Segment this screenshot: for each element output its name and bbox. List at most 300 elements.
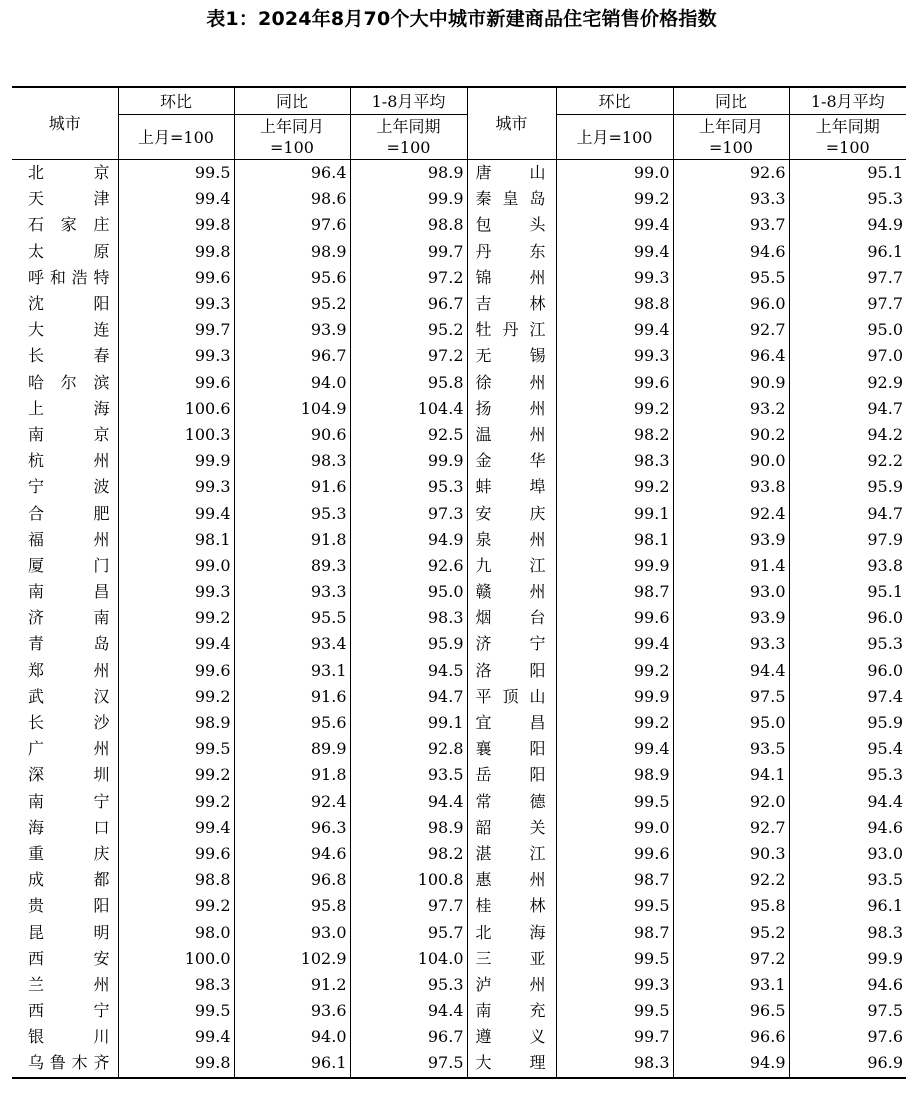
mom-value: 99.3	[556, 343, 673, 369]
city-name: 赣州	[467, 579, 556, 605]
avg-value: 94.4	[350, 998, 467, 1024]
yoy-value: 93.3	[673, 186, 789, 212]
mom-column-header-right: 环比	[556, 87, 673, 115]
mom-value: 99.2	[118, 684, 234, 710]
avg-value: 94.4	[350, 789, 467, 815]
yoy-value: 91.6	[234, 684, 350, 710]
yoy-value: 90.9	[673, 370, 789, 396]
yoy-base-label-right: 上年同月 =100	[673, 115, 789, 160]
mom-value: 99.2	[118, 605, 234, 631]
table-row	[12, 972, 906, 998]
mom-value: 99.5	[556, 789, 673, 815]
yoy-value: 89.9	[234, 736, 350, 762]
avg-value: 95.7	[350, 919, 467, 945]
yoy-value: 93.1	[234, 658, 350, 684]
city-name: 西安	[12, 946, 118, 972]
city-name: 西宁	[12, 998, 118, 1024]
avg-value: 93.5	[350, 762, 467, 788]
city-name: 福州	[12, 527, 118, 553]
city-name: 济宁	[467, 631, 556, 657]
mom-value: 99.9	[556, 684, 673, 710]
avg-value: 92.8	[350, 736, 467, 762]
table-row	[12, 291, 906, 317]
city-name: 广州	[12, 736, 118, 762]
yoy-value: 92.2	[673, 867, 789, 893]
yoy-value: 91.6	[234, 474, 350, 500]
city-name: 唐山	[467, 160, 556, 187]
city-name: 重庆	[12, 841, 118, 867]
avg-value: 95.4	[789, 736, 906, 762]
mom-value: 99.4	[118, 815, 234, 841]
city-name: 北京	[12, 160, 118, 187]
yoy-value: 96.6	[673, 1024, 789, 1050]
mom-base-label-right: 上月=100	[556, 115, 673, 160]
yoy-value: 90.0	[673, 448, 789, 474]
table-row	[12, 448, 906, 474]
mom-value: 98.7	[556, 579, 673, 605]
table-row	[12, 579, 906, 605]
city-name: 济南	[12, 605, 118, 631]
avg-value: 94.7	[789, 396, 906, 422]
city-name: 昆明	[12, 919, 118, 945]
yoy-value: 92.7	[673, 317, 789, 343]
price-index-table	[12, 86, 906, 1079]
mom-value: 99.8	[118, 212, 234, 238]
city-name: 石家庄	[12, 212, 118, 238]
city-name: 哈尔滨	[12, 370, 118, 396]
avg-value: 98.2	[350, 841, 467, 867]
avg-value: 94.5	[350, 658, 467, 684]
mom-value: 99.5	[556, 893, 673, 919]
table-row	[12, 867, 906, 893]
avg-value: 95.9	[789, 710, 906, 736]
table-row	[12, 212, 906, 238]
yoy-value: 96.8	[234, 867, 350, 893]
table-row	[12, 605, 906, 631]
mom-value: 98.9	[118, 710, 234, 736]
city-name: 金华	[467, 448, 556, 474]
yoy-value: 95.8	[234, 893, 350, 919]
mom-value: 99.4	[556, 317, 673, 343]
city-name: 郑州	[12, 658, 118, 684]
mom-value: 99.4	[118, 186, 234, 212]
avg-value: 104.4	[350, 396, 467, 422]
yoy-value: 93.2	[673, 396, 789, 422]
city-name: 兰州	[12, 972, 118, 998]
yoy-value: 94.0	[234, 1024, 350, 1050]
city-name: 深圳	[12, 762, 118, 788]
table-row	[12, 500, 906, 526]
yoy-value: 96.1	[234, 1050, 350, 1077]
city-name: 太原	[12, 239, 118, 265]
avg-value: 99.1	[350, 710, 467, 736]
city-name: 南京	[12, 422, 118, 448]
mom-value: 99.2	[556, 658, 673, 684]
yoy-value: 95.0	[673, 710, 789, 736]
city-name: 岳阳	[467, 762, 556, 788]
avg-value: 97.5	[789, 998, 906, 1024]
yoy-value: 93.7	[673, 212, 789, 238]
mom-value: 98.8	[118, 867, 234, 893]
yoy-value: 91.8	[234, 762, 350, 788]
mom-value: 99.7	[556, 1024, 673, 1050]
yoy-value: 92.7	[673, 815, 789, 841]
table-row	[12, 1050, 906, 1077]
yoy-value: 93.0	[234, 919, 350, 945]
avg-value: 94.7	[789, 500, 906, 526]
city-name: 泉州	[467, 527, 556, 553]
mom-value: 99.6	[556, 605, 673, 631]
mom-value: 99.2	[118, 762, 234, 788]
city-name: 遵义	[467, 1024, 556, 1050]
avg-value: 104.0	[350, 946, 467, 972]
mom-value: 99.5	[118, 736, 234, 762]
mom-value: 99.0	[556, 160, 673, 187]
yoy-value: 92.4	[234, 789, 350, 815]
yoy-value: 95.2	[234, 291, 350, 317]
table-row	[12, 370, 906, 396]
city-name: 合肥	[12, 500, 118, 526]
yoy-value: 95.3	[234, 500, 350, 526]
mom-value: 99.1	[556, 500, 673, 526]
avg-value: 99.9	[789, 946, 906, 972]
city-name: 韶关	[467, 815, 556, 841]
mom-value: 99.3	[118, 343, 234, 369]
mom-value: 100.6	[118, 396, 234, 422]
city-name: 长春	[12, 343, 118, 369]
avg-value: 95.3	[350, 972, 467, 998]
yoy-value: 90.2	[673, 422, 789, 448]
mom-value: 99.0	[556, 815, 673, 841]
avg-value: 97.3	[350, 500, 467, 526]
mom-value: 99.8	[118, 1050, 234, 1077]
table-row	[12, 396, 906, 422]
avg-value: 99.7	[350, 239, 467, 265]
mom-value: 99.4	[556, 239, 673, 265]
avg-value: 97.5	[350, 1050, 467, 1077]
avg-value: 98.3	[350, 605, 467, 631]
city-name: 湛江	[467, 841, 556, 867]
city-name: 洛阳	[467, 658, 556, 684]
yoy-value: 92.4	[673, 500, 789, 526]
yoy-value: 96.4	[234, 160, 350, 187]
table-row	[12, 631, 906, 657]
mom-value: 99.6	[118, 658, 234, 684]
city-name: 徐州	[467, 370, 556, 396]
city-name: 包头	[467, 212, 556, 238]
city-name: 烟台	[467, 605, 556, 631]
avg-value: 92.9	[789, 370, 906, 396]
mom-value: 99.5	[118, 998, 234, 1024]
city-name: 三亚	[467, 946, 556, 972]
yoy-value: 93.3	[234, 579, 350, 605]
avg-value: 97.6	[789, 1024, 906, 1050]
mom-value: 99.2	[556, 474, 673, 500]
avg-value: 97.2	[350, 265, 467, 291]
yoy-value: 94.0	[234, 370, 350, 396]
city-name: 丹东	[467, 239, 556, 265]
mom-value: 99.6	[118, 265, 234, 291]
mom-value: 98.3	[556, 448, 673, 474]
yoy-value: 94.4	[673, 658, 789, 684]
table-row	[12, 841, 906, 867]
mom-value: 99.6	[556, 370, 673, 396]
yoy-value: 96.3	[234, 815, 350, 841]
avg-value: 97.7	[350, 893, 467, 919]
yoy-value: 93.5	[673, 736, 789, 762]
avg-value: 96.7	[350, 291, 467, 317]
avg-base-label: 上年同期 =100	[350, 115, 467, 160]
mom-value: 99.6	[118, 841, 234, 867]
table-row	[12, 160, 906, 187]
table-row	[12, 946, 906, 972]
city-name: 大理	[467, 1050, 556, 1077]
city-name: 乌鲁木齐	[12, 1050, 118, 1077]
table-row	[12, 789, 906, 815]
yoy-value: 92.0	[673, 789, 789, 815]
table-header	[12, 87, 906, 160]
avg-column-header: 1-8月平均	[350, 87, 467, 115]
yoy-value: 91.8	[234, 527, 350, 553]
city-name: 锦州	[467, 265, 556, 291]
yoy-value: 97.6	[234, 212, 350, 238]
avg-value: 99.9	[350, 186, 467, 212]
city-name: 杭州	[12, 448, 118, 474]
avg-value: 94.2	[789, 422, 906, 448]
city-name: 九江	[467, 553, 556, 579]
avg-value: 95.1	[789, 579, 906, 605]
yoy-value: 98.6	[234, 186, 350, 212]
mom-base-label: 上月=100	[118, 115, 234, 160]
avg-value: 94.9	[350, 527, 467, 553]
mom-value: 99.3	[556, 972, 673, 998]
city-name: 泸州	[467, 972, 556, 998]
yoy-value: 96.4	[673, 343, 789, 369]
city-name: 上海	[12, 396, 118, 422]
yoy-value: 98.3	[234, 448, 350, 474]
yoy-value: 93.3	[673, 631, 789, 657]
yoy-value: 97.2	[673, 946, 789, 972]
avg-value: 95.0	[350, 579, 467, 605]
mom-value: 99.6	[118, 370, 234, 396]
mom-value: 99.0	[118, 553, 234, 579]
mom-value: 99.9	[556, 553, 673, 579]
mom-value: 98.1	[556, 527, 673, 553]
city-name: 贵阳	[12, 893, 118, 919]
table-row	[12, 762, 906, 788]
city-name: 宁波	[12, 474, 118, 500]
table-row	[12, 998, 906, 1024]
city-name: 平顶山	[467, 684, 556, 710]
table-row	[12, 736, 906, 762]
city-name: 安庆	[467, 500, 556, 526]
avg-value: 92.5	[350, 422, 467, 448]
yoy-value: 95.5	[673, 265, 789, 291]
yoy-value: 96.7	[234, 343, 350, 369]
city-column-header-right: 城市	[467, 87, 556, 160]
avg-value: 94.4	[789, 789, 906, 815]
avg-base-label-right: 上年同期 =100	[789, 115, 906, 160]
avg-value: 97.7	[789, 291, 906, 317]
yoy-value: 92.6	[673, 160, 789, 187]
city-name: 常德	[467, 789, 556, 815]
avg-value: 95.3	[350, 474, 467, 500]
avg-column-header-right: 1-8月平均	[789, 87, 906, 115]
yoy-value: 90.6	[234, 422, 350, 448]
page-title: 表1：2024年8月70个大中城市新建商品住宅销售价格指数	[206, 8, 717, 30]
mom-value: 98.3	[556, 1050, 673, 1077]
city-name: 牡丹江	[467, 317, 556, 343]
avg-value: 94.6	[789, 972, 906, 998]
yoy-value: 97.5	[673, 684, 789, 710]
avg-value: 92.6	[350, 553, 467, 579]
table-row	[12, 527, 906, 553]
avg-value: 100.8	[350, 867, 467, 893]
mom-value: 99.6	[556, 841, 673, 867]
yoy-value: 94.9	[673, 1050, 789, 1077]
mom-value: 99.3	[118, 579, 234, 605]
mom-column-header: 环比	[118, 87, 234, 115]
avg-value: 95.3	[789, 762, 906, 788]
avg-value: 96.7	[350, 1024, 467, 1050]
avg-value: 98.9	[350, 815, 467, 841]
mom-value: 98.1	[118, 527, 234, 553]
mom-value: 98.8	[556, 291, 673, 317]
yoy-value: 95.2	[673, 919, 789, 945]
mom-value: 99.8	[118, 239, 234, 265]
mom-value: 99.2	[118, 789, 234, 815]
city-name: 青岛	[12, 631, 118, 657]
mom-value: 99.2	[118, 893, 234, 919]
avg-value: 94.6	[789, 815, 906, 841]
avg-value: 93.0	[789, 841, 906, 867]
mom-value: 99.4	[118, 631, 234, 657]
table-row	[12, 658, 906, 684]
city-name: 沈阳	[12, 291, 118, 317]
avg-value: 98.9	[350, 160, 467, 187]
city-name: 大连	[12, 317, 118, 343]
yoy-value: 90.3	[673, 841, 789, 867]
yoy-value: 93.9	[673, 527, 789, 553]
mom-value: 98.7	[556, 919, 673, 945]
city-name: 桂林	[467, 893, 556, 919]
table-row	[12, 317, 906, 343]
mom-value: 98.2	[556, 422, 673, 448]
avg-value: 97.2	[350, 343, 467, 369]
table-row	[12, 919, 906, 945]
avg-value: 95.3	[789, 186, 906, 212]
mom-value: 99.4	[118, 500, 234, 526]
yoy-value: 96.5	[673, 998, 789, 1024]
yoy-value: 95.8	[673, 893, 789, 919]
mom-value: 99.3	[118, 474, 234, 500]
city-name: 南充	[467, 998, 556, 1024]
table-row	[12, 553, 906, 579]
avg-value: 95.9	[789, 474, 906, 500]
mom-value: 98.0	[118, 919, 234, 945]
avg-value: 96.0	[789, 658, 906, 684]
yoy-value: 93.9	[234, 317, 350, 343]
avg-value: 97.9	[789, 527, 906, 553]
table-row	[12, 893, 906, 919]
city-name: 吉林	[467, 291, 556, 317]
avg-value: 94.7	[350, 684, 467, 710]
mom-value: 99.9	[118, 448, 234, 474]
city-name: 成都	[12, 867, 118, 893]
table-row	[12, 265, 906, 291]
city-name: 长沙	[12, 710, 118, 736]
mom-value: 99.3	[556, 265, 673, 291]
table-row	[12, 815, 906, 841]
avg-value: 95.0	[789, 317, 906, 343]
yoy-value: 95.5	[234, 605, 350, 631]
city-name: 无锡	[467, 343, 556, 369]
yoy-value: 95.6	[234, 710, 350, 736]
avg-value: 97.7	[789, 265, 906, 291]
mom-value: 99.5	[118, 160, 234, 187]
mom-value: 99.4	[118, 1024, 234, 1050]
yoy-value: 96.0	[673, 291, 789, 317]
yoy-value: 104.9	[234, 396, 350, 422]
avg-value: 93.8	[789, 553, 906, 579]
mom-value: 98.3	[118, 972, 234, 998]
mom-value: 99.3	[118, 291, 234, 317]
table-row	[12, 239, 906, 265]
yoy-value: 93.0	[673, 579, 789, 605]
mom-value: 99.4	[556, 631, 673, 657]
avg-value: 97.0	[789, 343, 906, 369]
city-name: 厦门	[12, 553, 118, 579]
yoy-value: 91.4	[673, 553, 789, 579]
city-name: 海口	[12, 815, 118, 841]
mom-value: 99.4	[556, 736, 673, 762]
mom-value: 98.9	[556, 762, 673, 788]
city-column-header: 城市	[12, 87, 118, 160]
avg-value: 95.9	[350, 631, 467, 657]
yoy-value: 94.6	[673, 239, 789, 265]
avg-value: 98.3	[789, 919, 906, 945]
city-name: 宜昌	[467, 710, 556, 736]
mom-value: 99.5	[556, 998, 673, 1024]
yoy-value: 93.9	[673, 605, 789, 631]
avg-value: 97.4	[789, 684, 906, 710]
table-row	[12, 186, 906, 212]
avg-value: 96.9	[789, 1050, 906, 1077]
avg-value: 96.1	[789, 893, 906, 919]
table-row	[12, 343, 906, 369]
avg-value: 96.0	[789, 605, 906, 631]
table-row	[12, 474, 906, 500]
yoy-value: 91.2	[234, 972, 350, 998]
city-name: 北海	[467, 919, 556, 945]
city-name: 银川	[12, 1024, 118, 1050]
mom-value: 100.0	[118, 946, 234, 972]
city-name: 蚌埠	[467, 474, 556, 500]
table-row	[12, 710, 906, 736]
avg-value: 95.8	[350, 370, 467, 396]
yoy-column-header-right: 同比	[673, 87, 789, 115]
avg-value: 98.8	[350, 212, 467, 238]
avg-value: 95.1	[789, 160, 906, 187]
yoy-value: 89.3	[234, 553, 350, 579]
mom-value: 99.2	[556, 396, 673, 422]
yoy-value: 93.4	[234, 631, 350, 657]
mom-value: 99.5	[556, 946, 673, 972]
city-name: 南昌	[12, 579, 118, 605]
yoy-value: 94.6	[234, 841, 350, 867]
yoy-base-label: 上年同月 =100	[234, 115, 350, 160]
yoy-value: 93.8	[673, 474, 789, 500]
